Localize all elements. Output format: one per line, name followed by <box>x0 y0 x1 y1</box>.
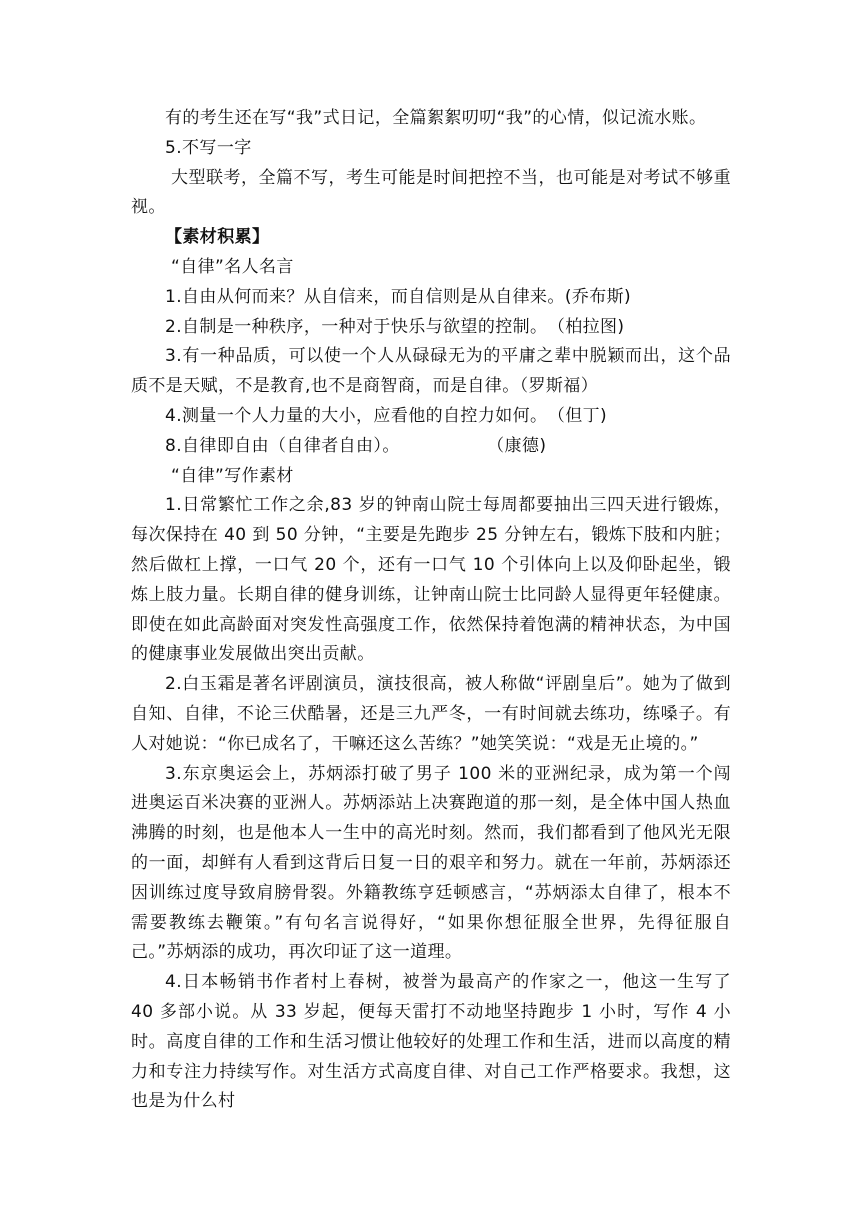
item-5-title: 5.不写一字 <box>165 137 252 158</box>
quote-item: 4.测量一个人力量的大小，应看他的自控力如何。 （但丁) <box>165 405 608 426</box>
quote-item: 3.有一种品质，可以使一个人从碌碌无为的平庸之辈中脱颖而出，这个品质不是天赋，不是教育,也不是商智商，而是自律。（罗斯福） <box>131 346 731 397</box>
quote-item: 8.自律即自由（自律者自由）。 （康德) <box>165 435 547 456</box>
material-paragraph: 3.东京奥运会上，苏炳添打破了男子 100 米的亚洲纪录，成为第一个闯进奥运百米决赛的亚洲人。苏炳添站上决赛跑道的那一刻，是全体中国人热血沸腾的时刻，也是他本人一生中的高光时刻。然而，我们都看到了他风光无限的一面，却鲜有人看到这背后日复一日的艰辛和努力。就在一年前，苏炳添还因训练过度导致肩膀骨裂。外籍教练亨廷顿感言，“苏炳添太自律了，根本不需要教练去鞭策。”有句名言说得好，“如果你想征服全世界，先得征服自己。”苏炳添的成功，再次印证了这一道理。 <box>131 763 731 963</box>
material-paragraph: 1.日常繁忙工作之余,83 岁的钟南山院士每周都要抽出三四天进行锻炼，每次保持在 40 到 50 分钟，“主要是先跑步 25 分钟左右，锻炼下肢和内脏；然后做杠上撑，一口气 20 个，还有一口气 10 个引体向上以及仰卧起坐，锻炼上肢力量。长期自律的健身训练，让钟南山院士比同龄人显得更年轻健康。即使在如此高龄面对突发性高强度工作，依然保持着饱满的精神状态，为中国的健康事业发展做出突出贡献。 <box>131 495 731 665</box>
material-paragraph: 4.日本畅销书作者村上春树，被誉为最高产的作家之一，他这一生写了 40 多部小说。从 33 岁起，便每天雷打不动地坚持跑步 1 小时，写作 4 小时。高度自律的工作和生活习惯让他较好的处理工作和生活，进而以高度的精力和专注力持续写作。对生活方式高度自律、对自己工作严格要求。我想，这也是为什么村 <box>131 972 731 1112</box>
quote-item: 2.自制是一种秩序，一种对于快乐与欲望的控制。 （柏拉图) <box>165 316 625 337</box>
quote-item: 1.自由从何而来？从自信来，而自信则是从自律来。(乔布斯) <box>165 286 632 307</box>
document-body <box>131 104 731 1117</box>
material-paragraph: 2.白玉霜是著名评剧演员，演技很高，被人称做“评剧皇后”。她为了做到自知、自律，不论三伏酷暑，还是三九严冬，一有时间就去练功，练嗓子。有人对她说：“你已成名了，干嘛还这么苦练？”她笑笑说：“戏是无止境的。” <box>131 674 731 754</box>
item-5-body: 大型联考，全篇不写，考生可能是时间把控不当，也可能是对考试不够重视。 <box>131 167 731 218</box>
section-title: 【素材积累】 <box>165 227 270 248</box>
materials-title: “自律”写作素材 <box>171 465 294 486</box>
intro-paragraph: 有的考生还在写“我”式日记，全篇絮絮叨叨“我”的心情，似记流水账。 <box>165 108 707 128</box>
quotes-title: “自律”名人名言 <box>171 256 294 277</box>
